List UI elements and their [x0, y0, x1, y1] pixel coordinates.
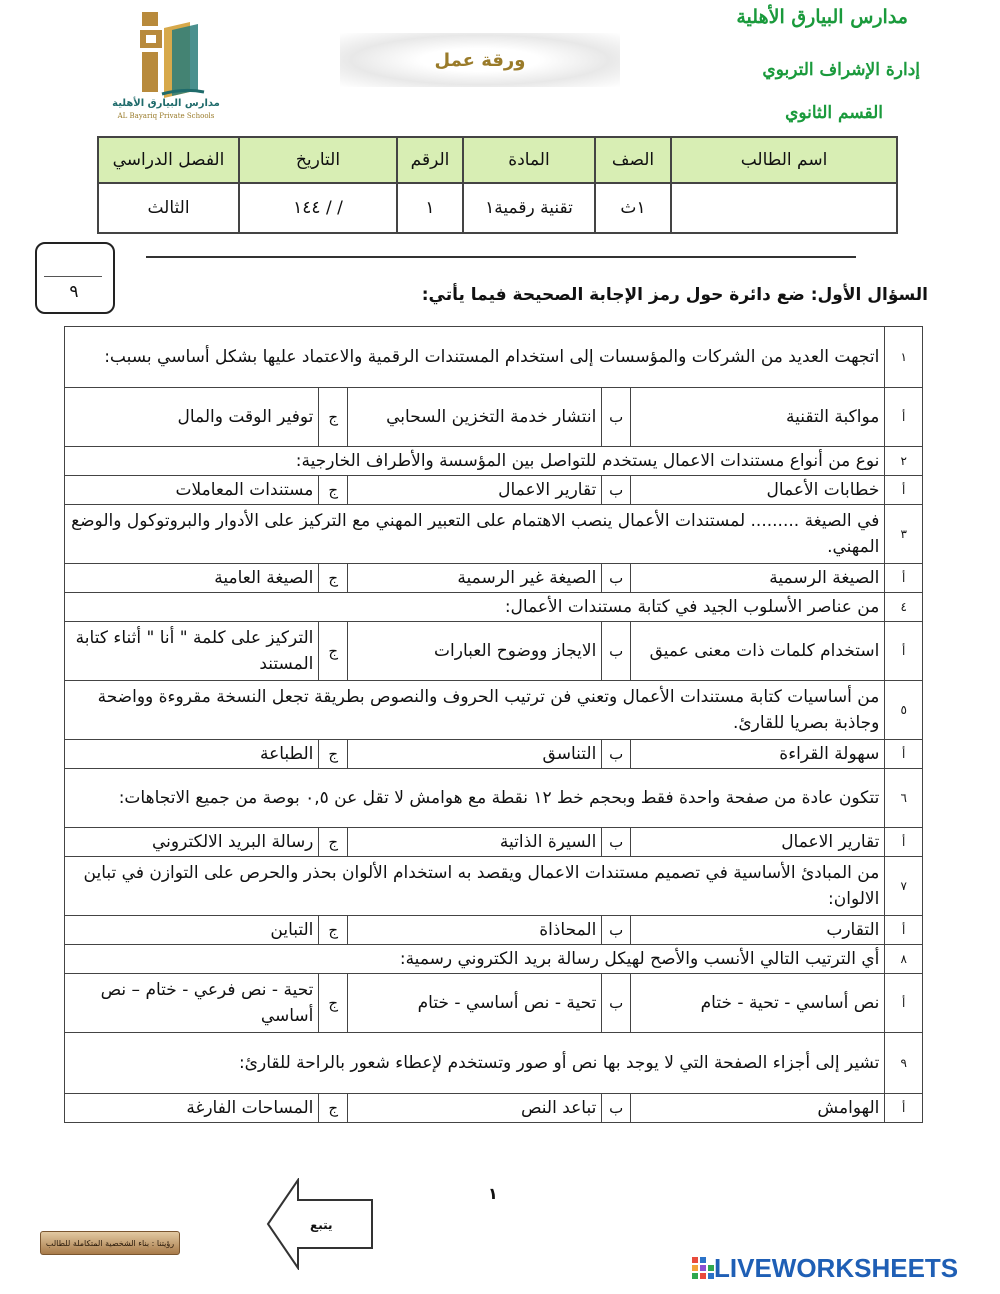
- question-number: ٨: [885, 945, 923, 974]
- option-b-letter[interactable]: ب: [602, 476, 631, 505]
- question-row: [65, 593, 923, 622]
- option-a[interactable]: تقارير الاعمال: [630, 828, 884, 857]
- option-b[interactable]: انتشار خدمة التخزين السحابي: [347, 388, 601, 447]
- option-b-letter[interactable]: ب: [602, 974, 631, 1033]
- question-text: اتجهت العديد من الشركات والمؤسسات إلى استخدام المستندات الرقمية والاعتماد عليها بشكل أساسي بسبب:: [65, 327, 885, 388]
- options-marker: أ: [885, 974, 923, 1033]
- question-text: من المبادئ الأساسية في تصميم مستندات الاعمال ويقصد به استخدام الألوان بحذر والحرص على التوازن في تباين الالوان:: [65, 857, 885, 916]
- options-row: [65, 564, 923, 593]
- school-name: مدارس البيارق الأهلية: [736, 6, 908, 28]
- question-row: [65, 769, 923, 828]
- questions-table: [64, 326, 923, 1123]
- option-c-letter[interactable]: ج: [319, 916, 348, 945]
- option-c-letter[interactable]: ج: [319, 564, 348, 593]
- options-marker: أ: [885, 622, 923, 681]
- options-marker: أ: [885, 388, 923, 447]
- logo-text-ar: مدارس البيارق الأهلية: [112, 98, 220, 109]
- number-value: ١: [397, 183, 463, 233]
- question-number: ٩: [885, 1033, 923, 1094]
- options-row: [65, 476, 923, 505]
- options-marker: أ: [885, 740, 923, 769]
- option-a[interactable]: استخدام كلمات ذات معنى عميق: [630, 622, 884, 681]
- student-name-field[interactable]: [671, 183, 897, 233]
- option-c[interactable]: المساحات الفارغة: [65, 1094, 319, 1123]
- option-a[interactable]: خطابات الأعمال: [630, 476, 884, 505]
- header-grade: الصف: [595, 137, 671, 183]
- option-b-letter[interactable]: ب: [602, 828, 631, 857]
- option-a[interactable]: مواكبة التقنية: [630, 388, 884, 447]
- vision-text: رؤيتنا : بناء الشخصية المتكاملة للطالب: [45, 1238, 175, 1248]
- option-c[interactable]: مستندات المعاملات: [65, 476, 319, 505]
- header-student-name: اسم الطالب: [671, 137, 897, 183]
- question-row: [65, 447, 923, 476]
- option-b-letter[interactable]: ب: [602, 564, 631, 593]
- option-c[interactable]: تحية - نص فرعي - ختام – نص أساسي: [65, 974, 319, 1033]
- question-number: ٥: [885, 681, 923, 740]
- option-b[interactable]: الصيغة غير الرسمية: [347, 564, 601, 593]
- question-row: [65, 945, 923, 974]
- option-c-letter[interactable]: ج: [319, 622, 348, 681]
- option-b[interactable]: التناسق: [347, 740, 601, 769]
- options-row: [65, 622, 923, 681]
- option-a[interactable]: التقارب: [630, 916, 884, 945]
- info-header-row: [98, 137, 897, 183]
- question-text: من عناصر الأسلوب الجيد في كتابة مستندات الأعمال:: [65, 593, 885, 622]
- options-marker: أ: [885, 916, 923, 945]
- liveworksheets-blocks-icon: [692, 1257, 714, 1281]
- options-row: [65, 1094, 923, 1123]
- option-c-letter[interactable]: ج: [319, 476, 348, 505]
- worksheet-title: ورقة عمل: [434, 49, 526, 71]
- question-number: ٧: [885, 857, 923, 916]
- options-marker: أ: [885, 1094, 923, 1123]
- score-box: [35, 242, 115, 314]
- question-number: ٤: [885, 593, 923, 622]
- header-date: التاريخ: [239, 137, 397, 183]
- option-b[interactable]: السيرة الذاتية: [347, 828, 601, 857]
- options-row: [65, 740, 923, 769]
- option-b-letter[interactable]: ب: [602, 1094, 631, 1123]
- option-b-letter[interactable]: ب: [602, 388, 631, 447]
- option-a[interactable]: الهوامش: [630, 1094, 884, 1123]
- liveworksheets-logo: [692, 1253, 958, 1284]
- option-c[interactable]: التباين: [65, 916, 319, 945]
- grade-value: ١ث: [595, 183, 671, 233]
- header-subject: المادة: [463, 137, 595, 183]
- option-c[interactable]: رسالة البريد الالكتروني: [65, 828, 319, 857]
- student-info-table: [97, 136, 898, 234]
- options-row: [65, 828, 923, 857]
- score-line: [44, 276, 102, 277]
- option-a[interactable]: سهولة القراءة: [630, 740, 884, 769]
- options-row: [65, 388, 923, 447]
- question-row: [65, 327, 923, 388]
- question-text: تتكون عادة من صفحة واحدة فقط وبحجم خط ١٢ نقطة مع هوامش لا تقل عن ٠,٥ بوصة من جميع الاتجاهات:: [65, 769, 885, 828]
- option-b[interactable]: تحية - نص أساسي - ختام: [347, 974, 601, 1033]
- question-text: من أساسيات كتابة مستندات الأعمال وتعني فن ترتيب الحروف والنصوص بطريقة تجعل النسخة مقروءة وواضحة وجاذبة بصريا للقارئ.: [65, 681, 885, 740]
- options-row: [65, 916, 923, 945]
- next-label: يتبع: [310, 1218, 333, 1232]
- question-number: ٦: [885, 769, 923, 828]
- question-number: ١: [885, 327, 923, 388]
- logo-text-en: AL Bayariq Private Schools: [117, 112, 215, 120]
- semester-value: الثالث: [98, 183, 239, 233]
- liveworksheets-text: LIVEWORKSHEETS: [714, 1253, 959, 1283]
- vision-badge: [40, 1231, 180, 1255]
- question-row: [65, 681, 923, 740]
- section-name: القسم الثانوي: [785, 103, 883, 123]
- option-b-letter[interactable]: ب: [602, 916, 631, 945]
- option-c[interactable]: الطباعة: [65, 740, 319, 769]
- divider: [146, 256, 856, 258]
- option-c[interactable]: التركيز على كلمة " أنا " أثناء كتابة المستند: [65, 622, 319, 681]
- question-text: في الصيغة ......... لمستندات الأعمال ينصب الاهتمام على التعبير المهني مع التركيز على الأدوار والبروتوكول والوضع المهني.: [65, 505, 885, 564]
- date-value: / / ١٤٤: [239, 183, 397, 233]
- options-marker: أ: [885, 828, 923, 857]
- option-b[interactable]: تباعد النص: [347, 1094, 601, 1123]
- option-a[interactable]: نص أساسي - تحية - ختام: [630, 974, 884, 1033]
- question-row: [65, 1033, 923, 1094]
- option-b-letter[interactable]: ب: [602, 622, 631, 681]
- option-a[interactable]: الصيغة الرسمية: [630, 564, 884, 593]
- header-number: الرقم: [397, 137, 463, 183]
- worksheet-banner: [340, 33, 620, 87]
- options-marker: أ: [885, 564, 923, 593]
- question-text: أي الترتيب التالي الأنسب والأصح لهيكل رسالة بريد الكتروني رسمية:: [65, 945, 885, 974]
- option-c-letter[interactable]: ج: [319, 828, 348, 857]
- question-number: ٣: [885, 505, 923, 564]
- question-row: [65, 505, 923, 564]
- question-text: نوع من أنواع مستندات الاعمال يستخدم للتواصل بين المؤسسة والأطراف الخارجية:: [65, 447, 885, 476]
- question-text: تشير إلى أجزاء الصفحة التي لا يوجد بها نص أو صور وتستخدم لإعطاء شعور بالراحة للقارئ:: [65, 1033, 885, 1094]
- option-c-letter[interactable]: ج: [319, 740, 348, 769]
- info-values-row: [98, 183, 897, 233]
- question-1-title: السؤال الأول: ضع دائرة حول رمز الإجابة الصحيحة فيما يأتي:: [421, 285, 928, 305]
- question-row: [65, 857, 923, 916]
- page-number: ١: [488, 1184, 498, 1203]
- option-b[interactable]: المحاذاة: [347, 916, 601, 945]
- option-b[interactable]: الايجاز ووضوح العبارات: [347, 622, 601, 681]
- option-c-letter[interactable]: ج: [319, 1094, 348, 1123]
- option-c-letter[interactable]: ج: [319, 388, 348, 447]
- subject-value: تقنية رقمية١: [463, 183, 595, 233]
- department-name: إدارة الإشراف التربوي: [762, 60, 920, 80]
- option-c-letter[interactable]: ج: [319, 974, 348, 1033]
- option-b[interactable]: تقارير الاعمال: [347, 476, 601, 505]
- options-marker: أ: [885, 476, 923, 505]
- option-b-letter[interactable]: ب: [602, 740, 631, 769]
- option-c[interactable]: الصيغة العامية: [65, 564, 319, 593]
- option-c[interactable]: توفير الوقت والمال: [65, 388, 319, 447]
- question-number: ٢: [885, 447, 923, 476]
- header-semester: الفصل الدراسي: [98, 137, 239, 183]
- score-total: ٩: [69, 282, 79, 302]
- options-row: [65, 974, 923, 1033]
